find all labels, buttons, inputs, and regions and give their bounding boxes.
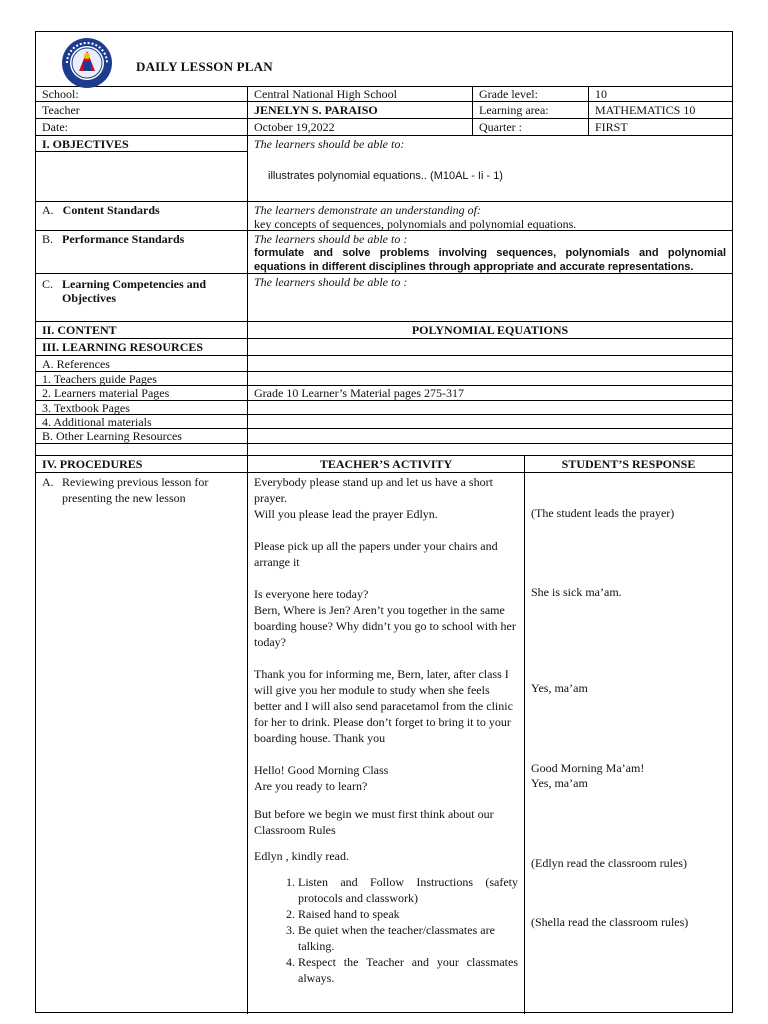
content-standards-value bbox=[247, 202, 732, 230]
objectives-row bbox=[36, 136, 732, 152]
document-header bbox=[36, 32, 732, 87]
teacher-row bbox=[36, 102, 732, 119]
content-standards-row bbox=[36, 202, 732, 231]
step-a-letter: A. bbox=[42, 475, 54, 489]
student-response: (Shella read the classroom rules) bbox=[531, 915, 689, 929]
grade-value: 10 bbox=[588, 86, 732, 101]
references-blank bbox=[247, 356, 732, 371]
procedures-header-row bbox=[36, 456, 732, 473]
resources-heading: III. LEARNING RESOURCES bbox=[42, 340, 204, 354]
teacher-line: Please pick up all the papers under your chairs and arrange it bbox=[254, 539, 498, 569]
teachers-guide-label: 1. Teachers guide Pages bbox=[42, 372, 157, 385]
step-a-label bbox=[36, 473, 247, 1014]
teacher-line: But before we begin we must first think about our Classroom Rules bbox=[254, 807, 494, 837]
objectives-blank bbox=[36, 152, 247, 201]
student-response: Yes, ma’am bbox=[531, 681, 588, 695]
objectives-text: illustrates polynomial equations.. (M10AL - Ii - 1) bbox=[247, 152, 732, 201]
student-response: (Edlyn read the classroom rules) bbox=[531, 856, 687, 870]
area-label: Learning area: bbox=[472, 102, 588, 118]
student-response-heading: STUDENT’S RESPONSE bbox=[524, 456, 732, 472]
content-standards-intro: The learners demonstrate an understanding of: bbox=[254, 203, 481, 217]
content-heading: II. CONTENT bbox=[42, 323, 117, 337]
objectives-text-row bbox=[36, 152, 732, 202]
references-row bbox=[36, 356, 732, 372]
performance-standards-label bbox=[36, 231, 247, 273]
objectives-heading: I. OBJECTIVES bbox=[36, 136, 247, 152]
quarter-label: Quarter : bbox=[472, 119, 588, 135]
school-label: School: bbox=[42, 87, 79, 101]
learners-material-row bbox=[36, 386, 732, 401]
references-label: A. References bbox=[42, 357, 110, 371]
rule-item: 4. Respect the Teacher and your classmates always. bbox=[298, 954, 518, 986]
learners-material-label: 2. Learners material Pages bbox=[42, 386, 170, 400]
competencies-row bbox=[36, 274, 732, 322]
additional-row bbox=[36, 415, 732, 429]
teacher-line: Everybody please stand up and let us have a short prayer. bbox=[254, 475, 493, 505]
learners-material-value: Grade 10 Learner’s Material pages 275-317 bbox=[247, 386, 732, 400]
area-value: MATHEMATICS 10 bbox=[588, 102, 732, 118]
teacher-line: Hello! Good Morning Class bbox=[254, 763, 389, 777]
content-standards-label bbox=[36, 202, 247, 230]
performance-standards-letter: B. bbox=[42, 232, 54, 246]
content-standards-title: Content Standards bbox=[62, 203, 160, 217]
student-response: She is sick ma’am. bbox=[531, 585, 622, 599]
step-a-title: Reviewing previous lesson for presenting the new lesson bbox=[62, 475, 209, 505]
procedure-step-a bbox=[36, 473, 732, 1014]
competencies-intro: The learners should be able to : bbox=[247, 274, 732, 321]
classroom-rules-list bbox=[254, 874, 518, 986]
rule-item: 3. Be quiet when the teacher/classmates are talking. bbox=[298, 922, 518, 954]
school-value: Central National High School bbox=[247, 86, 472, 101]
grade-label: Grade level: bbox=[472, 86, 588, 101]
performance-standards-intro: The learners should be able to : bbox=[254, 232, 408, 246]
student-response: Good Morning Ma’am! bbox=[531, 761, 645, 775]
procedures-heading: IV. PROCEDURES bbox=[42, 457, 143, 471]
resources-heading-row bbox=[36, 339, 732, 356]
content-standards-text: key concepts of sequences, polynomials and polynomial equations. bbox=[254, 217, 577, 230]
textbook-row bbox=[36, 401, 732, 415]
additional-blank bbox=[247, 415, 732, 428]
other-resources-row bbox=[36, 429, 732, 444]
teacher-line: Are you ready to learn? bbox=[254, 779, 368, 793]
teacher-line: Edlyn , kindly read. bbox=[254, 849, 349, 863]
competencies-label bbox=[36, 274, 247, 321]
textbook-label: 3. Textbook Pages bbox=[42, 401, 130, 414]
teacher-activity-heading: TEACHER’S ACTIVITY bbox=[247, 456, 524, 472]
additional-label: 4. Additional materials bbox=[42, 415, 152, 428]
objectives-intro: The learners should be able to: bbox=[247, 136, 732, 152]
resources-heading-blank bbox=[247, 339, 732, 355]
content-standards-letter: A. bbox=[42, 203, 54, 217]
teacher-line: Thank you for informing me, Bern, later, after class I will give you her module to study when she feels better and I will also send paracetamol from the clinic for her to drink. Please don’t forget to bring it to your boarding house. Thank you bbox=[254, 667, 513, 745]
document-title: DAILY LESSON PLAN bbox=[136, 59, 273, 74]
textbook-blank bbox=[247, 401, 732, 414]
spacer-row bbox=[36, 444, 732, 456]
teacher-line: Bern, Where is Jen? Aren’t you together in the same boarding house? Why didn’t you go to school with her today? bbox=[254, 603, 516, 649]
school-row bbox=[36, 86, 732, 102]
deped-seal-icon bbox=[61, 37, 113, 89]
teacher-line: Is everyone here today? bbox=[254, 587, 369, 601]
other-resources-label: B. Other Learning Resources bbox=[42, 429, 182, 443]
performance-standards-row bbox=[36, 231, 732, 274]
performance-standards-value bbox=[247, 231, 732, 273]
content-topic: POLYNOMIAL EQUATIONS bbox=[247, 322, 732, 338]
teachers-guide-blank bbox=[247, 372, 732, 385]
teacher-line: Will you please lead the prayer Edlyn. bbox=[254, 507, 438, 521]
student-response-column bbox=[524, 473, 732, 1014]
performance-standards-title: Performance Standards bbox=[62, 232, 185, 246]
spacer-blank bbox=[247, 444, 732, 455]
teacher-value: JENELYN S. PARAISO bbox=[247, 102, 472, 118]
teacher-activity-column bbox=[247, 473, 524, 1014]
content-row bbox=[36, 322, 732, 339]
date-label: Date: bbox=[42, 120, 68, 134]
rule-item: 1. Listen and Follow Instructions (safety protocols and classwork) bbox=[298, 874, 518, 906]
lesson-plan-page bbox=[35, 31, 733, 1013]
performance-standards-text: formulate and solve problems involving sequences, polynomials and polynomial equations in different disciplines through appropriate and accurate representations. bbox=[254, 247, 726, 273]
student-response: Yes, ma’am bbox=[531, 776, 588, 790]
competencies-letter: C. bbox=[42, 277, 54, 291]
other-resources-blank bbox=[247, 429, 732, 443]
competencies-title: Learning Competencies and Objectives bbox=[62, 277, 206, 305]
quarter-value: FIRST bbox=[588, 119, 732, 135]
teacher-label: Teacher bbox=[42, 103, 80, 117]
date-row bbox=[36, 119, 732, 136]
rule-item: 2. Raised hand to speak bbox=[298, 906, 518, 922]
teachers-guide-row bbox=[36, 372, 732, 386]
student-response: (The student leads the prayer) bbox=[531, 506, 675, 520]
date-value: October 19,2022 bbox=[247, 119, 472, 135]
